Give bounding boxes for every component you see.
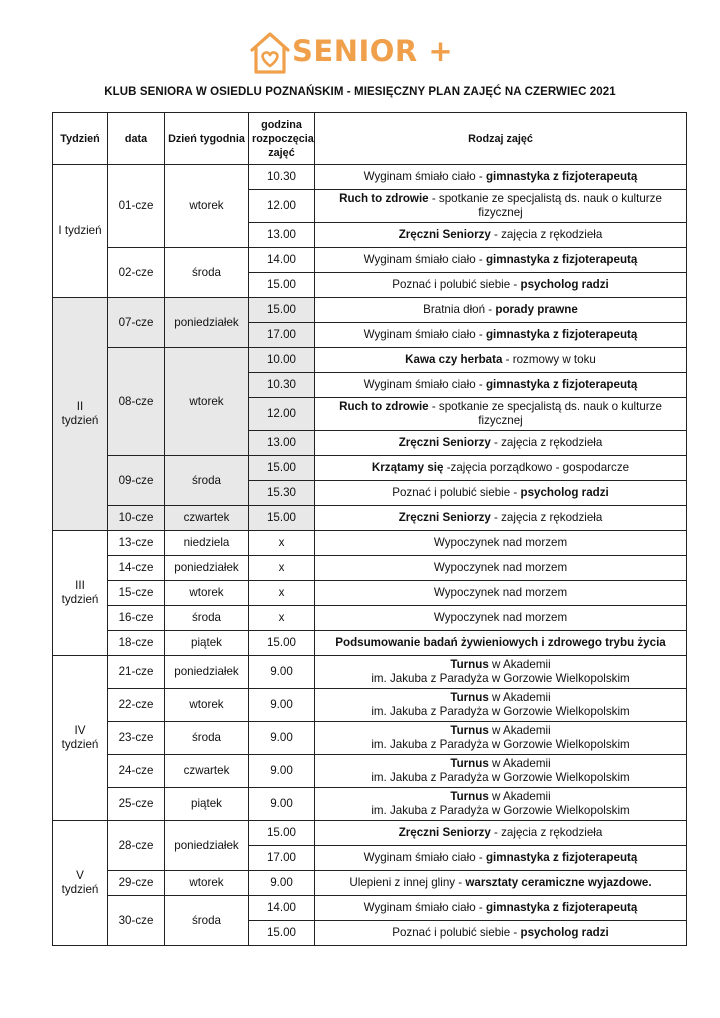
table-row	[53, 656, 687, 689]
day-cell: poniedziałek	[165, 556, 249, 581]
header-day: Dzień tygodnia	[165, 113, 249, 165]
header-time: godzina rozpoczęcia zajęć	[249, 113, 315, 165]
activity-cell: Poznać i polubić siebie - psycholog radzi	[315, 481, 687, 506]
date-cell: 14-cze	[108, 556, 165, 581]
header-week: Tydzień	[53, 113, 108, 165]
time-cell: 10.30	[249, 165, 315, 190]
day-cell: wtorek	[165, 165, 249, 248]
page-title: KLUB SENIORA W OSIEDLU POZNAŃSKIM - MIESIĘCZNY PLAN ZAJĘĆ NA CZERWIEC 2021	[104, 86, 616, 98]
activity-cell: Zręczni Seniorzy - zajęcia z rękodzieła	[315, 223, 687, 248]
week-label: II tydzień	[53, 298, 108, 531]
time-cell: 15.00	[249, 921, 315, 946]
date-cell: 25-cze	[108, 788, 165, 821]
table-row	[53, 821, 687, 846]
date-cell: 09-cze	[108, 456, 165, 506]
day-cell: wtorek	[165, 871, 249, 896]
activity-cell: Wyginam śmiało ciało - gimnastyka z fizjoterapeutą	[315, 248, 687, 273]
day-cell: wtorek	[165, 348, 249, 456]
date-cell: 13-cze	[108, 531, 165, 556]
time-cell: 9.00	[249, 871, 315, 896]
time-cell: 15.00	[249, 506, 315, 531]
date-cell: 10-cze	[108, 506, 165, 531]
day-cell: czwartek	[165, 506, 249, 531]
activity-cell: Wyginam śmiało ciało - gimnastyka z fizjoterapeutą	[315, 373, 687, 398]
activity-cell: Turnus w Akademii im. Jakuba z Paradyża w Gorzowie Wielkopolskim	[315, 788, 687, 821]
day-cell: niedziela	[165, 531, 249, 556]
day-cell: środa	[165, 722, 249, 755]
day-cell: piątek	[165, 788, 249, 821]
day-cell: piątek	[165, 631, 249, 656]
table-row	[53, 722, 687, 755]
table-row	[53, 788, 687, 821]
activity-cell: Poznać i polubić siebie - psycholog radzi	[315, 921, 687, 946]
table-row	[53, 689, 687, 722]
table-row	[53, 298, 687, 323]
time-cell: 9.00	[249, 755, 315, 788]
activity-cell: Bratnia dłoń - porady prawne	[315, 298, 687, 323]
activity-cell: Wyginam śmiało ciało - gimnastyka z fizjoterapeutą	[315, 846, 687, 871]
date-cell: 15-cze	[108, 581, 165, 606]
activity-cell: Wypoczynek nad morzem	[315, 531, 687, 556]
table-row	[53, 606, 687, 631]
date-cell: 07-cze	[108, 298, 165, 348]
date-cell: 18-cze	[108, 631, 165, 656]
date-cell: 02-cze	[108, 248, 165, 298]
time-cell: 13.00	[249, 223, 315, 248]
table-row	[53, 165, 687, 190]
table-row	[53, 581, 687, 606]
date-cell: 23-cze	[108, 722, 165, 755]
activity-cell: Kawa czy herbata - rozmowy w toku	[315, 348, 687, 373]
time-cell: 15.00	[249, 298, 315, 323]
time-cell: 15.00	[249, 456, 315, 481]
date-cell: 08-cze	[108, 348, 165, 456]
day-cell: poniedziałek	[165, 298, 249, 348]
activity-cell: Wypoczynek nad morzem	[315, 606, 687, 631]
activity-cell: Ulepieni z innej gliny - warsztaty ceramiczne wyjazdowe.	[315, 871, 687, 896]
logo-text: SENIOR +	[292, 34, 454, 68]
date-cell: 22-cze	[108, 689, 165, 722]
activity-cell: Turnus w Akademii im. Jakuba z Paradyża w Gorzowie Wielkopolskim	[315, 755, 687, 788]
activity-cell: Krzątamy się -zajęcia porządkowo - gospodarcze	[315, 456, 687, 481]
time-cell: 9.00	[249, 788, 315, 821]
day-cell: wtorek	[165, 581, 249, 606]
activity-cell: Ruch to zdrowie - spotkanie ze specjalistą ds. nauk o kulturze fizycznej	[315, 190, 687, 223]
logo	[248, 28, 454, 78]
activity-cell: Podsumowanie badań żywieniowych i zdrowego trybu życia	[315, 631, 687, 656]
house-heart-icon	[248, 28, 292, 76]
day-cell: poniedziałek	[165, 656, 249, 689]
table-row	[53, 556, 687, 581]
time-cell: x	[249, 581, 315, 606]
time-cell: 17.00	[249, 323, 315, 348]
activity-cell: Turnus w Akademii im. Jakuba z Paradyża w Gorzowie Wielkopolskim	[315, 656, 687, 689]
activity-cell: Poznać i polubić siebie - psycholog radzi	[315, 273, 687, 298]
activity-cell: Turnus w Akademii im. Jakuba z Paradyża w Gorzowie Wielkopolskim	[315, 722, 687, 755]
table-row	[53, 755, 687, 788]
date-cell: 21-cze	[108, 656, 165, 689]
time-cell: 10.30	[249, 373, 315, 398]
time-cell: 17.00	[249, 846, 315, 871]
time-cell: 15.00	[249, 821, 315, 846]
time-cell: 10.00	[249, 348, 315, 373]
activity-cell: Wypoczynek nad morzem	[315, 556, 687, 581]
table-row	[53, 631, 687, 656]
day-cell: środa	[165, 896, 249, 946]
time-cell: 14.00	[249, 248, 315, 273]
date-cell: 30-cze	[108, 896, 165, 946]
table-row	[53, 348, 687, 373]
time-cell: 15.00	[249, 273, 315, 298]
day-cell: środa	[165, 248, 249, 298]
day-cell: poniedziałek	[165, 821, 249, 871]
time-cell: 9.00	[249, 656, 315, 689]
activity-cell: Wypoczynek nad morzem	[315, 581, 687, 606]
day-cell: wtorek	[165, 689, 249, 722]
activity-cell: Zręczni Seniorzy - zajęcia z rękodzieła	[315, 821, 687, 846]
table-row	[53, 456, 687, 481]
day-cell: środa	[165, 606, 249, 631]
day-cell: czwartek	[165, 755, 249, 788]
activity-cell: Ruch to zdrowie - spotkanie ze specjalistą ds. nauk o kulturze fizycznej	[315, 398, 687, 431]
header-row	[53, 113, 687, 165]
activity-cell: Wyginam śmiało ciało - gimnastyka z fizjoterapeutą	[315, 323, 687, 348]
time-cell: 12.00	[249, 190, 315, 223]
activity-cell: Wyginam śmiało ciało - gimnastyka z fizjoterapeutą	[315, 165, 687, 190]
time-cell: 15.30	[249, 481, 315, 506]
activity-cell: Zręczni Seniorzy - zajęcia z rękodzieła	[315, 431, 687, 456]
week-label: I tydzień	[53, 165, 108, 298]
table-row	[53, 871, 687, 896]
day-cell: środa	[165, 456, 249, 506]
table-row	[53, 248, 687, 273]
time-cell: x	[249, 556, 315, 581]
table-row	[53, 896, 687, 921]
week-label: IV tydzień	[53, 656, 108, 821]
activity-cell: Zręczni Seniorzy - zajęcia z rękodzieła	[315, 506, 687, 531]
header-date: data	[108, 113, 165, 165]
activity-cell: Wyginam śmiało ciało - gimnastyka z fizjoterapeutą	[315, 896, 687, 921]
time-cell: 12.00	[249, 398, 315, 431]
week-label: III tydzień	[53, 531, 108, 656]
time-cell: 14.00	[249, 896, 315, 921]
time-cell: 15.00	[249, 631, 315, 656]
date-cell: 01-cze	[108, 165, 165, 248]
time-cell: 13.00	[249, 431, 315, 456]
date-cell: 29-cze	[108, 871, 165, 896]
time-cell: x	[249, 606, 315, 631]
header-activity: Rodzaj zajęć	[315, 113, 687, 165]
time-cell: x	[249, 531, 315, 556]
table-row	[53, 531, 687, 556]
week-label: V tydzień	[53, 821, 108, 946]
date-cell: 16-cze	[108, 606, 165, 631]
table-row	[53, 506, 687, 531]
time-cell: 9.00	[249, 689, 315, 722]
schedule-table	[52, 112, 687, 946]
date-cell: 28-cze	[108, 821, 165, 871]
date-cell: 24-cze	[108, 755, 165, 788]
activity-cell: Turnus w Akademii im. Jakuba z Paradyża w Gorzowie Wielkopolskim	[315, 689, 687, 722]
time-cell: 9.00	[249, 722, 315, 755]
